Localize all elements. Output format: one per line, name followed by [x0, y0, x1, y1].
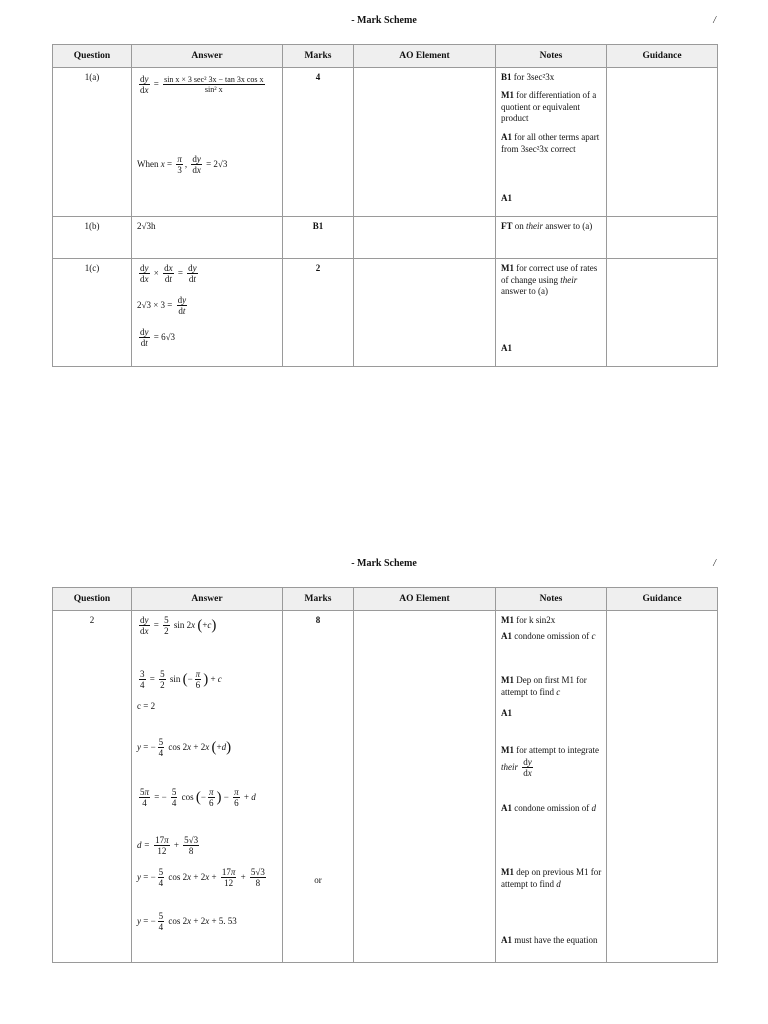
page-header-1 [52, 15, 716, 26]
col-notes: Notes [496, 45, 607, 68]
page-header-2 [52, 558, 716, 569]
guidance-cell [607, 259, 718, 367]
ao-element-cell [354, 611, 496, 963]
header-title: - Mark Scheme [351, 558, 417, 569]
notes-cell [496, 611, 607, 963]
table-header-row [53, 588, 718, 611]
note-a1: A1 [501, 343, 512, 353]
answer-cell [132, 68, 283, 217]
notes-cell: FT on their answer to (a) [496, 217, 607, 259]
col-notes: Notes [496, 588, 607, 611]
guidance-cell [607, 611, 718, 963]
question-cell: 2 [53, 611, 132, 963]
integrated-equation: y = − $\frac{5}{4}$ cos 2x + 2x (+d) [137, 737, 232, 759]
marks-or: or [314, 875, 322, 885]
note-a1-equation: A1 must have the equation [501, 935, 598, 945]
note-a1: A1 [501, 708, 512, 718]
final-equation-decimal: y = − $\frac{5}{4}$ cos 2x + 2x + 5. 53 [137, 911, 237, 933]
table-row [53, 68, 718, 217]
note-m1: M1 for k sin2x [501, 615, 556, 625]
header-page-mark: / [713, 15, 716, 26]
when-expression: When x = $\frac{\pi}{3}$ , $\frac{dy}{dx}$ = 2√3 [137, 154, 228, 176]
answer-cell: 2√3h [132, 217, 283, 259]
col-guidance: Guidance [607, 45, 718, 68]
notes-cell [496, 259, 607, 367]
question-cell: 1(c) [53, 259, 132, 367]
note-a1-d: A1 condone omission of d [501, 803, 596, 813]
note-b1: B1 for 3sec²3x [501, 72, 555, 82]
derivative-equation: $\frac{dy}{dx}$ = $\frac{5}{2}$ sin 2x (+c) [140, 615, 217, 637]
col-question: Question [53, 45, 132, 68]
chain-rule-expression: $\frac{dy}{dx}$ × $\frac{dx}{dt}$ = $\frac{dy}{dt}$ [140, 263, 197, 285]
note-m1-dep: M1 Dep on first M1 for attempt to find c [501, 675, 587, 697]
note-a1: A1 condone omission of c [501, 631, 596, 641]
table-row [53, 259, 718, 367]
col-marks: Marks [283, 45, 354, 68]
col-question: Question [53, 588, 132, 611]
d-value: d = $\frac{17\pi}{12}$ + $\frac{5√3}{8}$ [137, 835, 199, 857]
col-answer: Answer [132, 588, 283, 611]
note-a1: A1 for all other terms apart from 3sec²3x correct [501, 132, 600, 154]
derivative-expression: $\frac{dy}{dx}$ = $\frac{\text{sin x × 3 sec² 3x − tan 3x cos x}}{\text{sin² x}}$ [140, 74, 264, 96]
ao-element-cell [354, 217, 496, 259]
header-page-mark: / [713, 558, 716, 569]
guidance-cell [607, 68, 718, 217]
answer-cell [132, 259, 283, 367]
substitution-expression: 2√3 × 3 = $\frac{dy}{dt}$ [137, 295, 187, 317]
final-equation-exact: y = − $\frac{5}{4}$ cos 2x + 2x + $\frac{17\pi}{12}$ + $\frac{5√3}{8}$ [137, 867, 265, 889]
marks-cell [283, 611, 354, 963]
mark-scheme-table-2 [52, 587, 718, 963]
when-result: = 2√3 [206, 158, 228, 169]
quotient-denominator: sin² x [204, 85, 223, 95]
marks-value: 8 [315, 615, 321, 625]
col-guidance: Guidance [607, 588, 718, 611]
col-answer: Answer [132, 45, 283, 68]
col-ao-element: AO Element [354, 588, 496, 611]
question-cell: 1(a) [53, 68, 132, 217]
quotient-numerator: sin x × 3 sec² 3x − tan 3x cos x [164, 75, 264, 85]
col-ao-element: AO Element [354, 45, 496, 68]
notes-cell [496, 68, 607, 217]
note-m1: M1 for differentiation of a quotient or equivalent product [501, 90, 597, 124]
note-m1-find-d: M1 dep on previous M1 for attempt to find d [501, 867, 602, 889]
find-d-equation: $\frac{5\pi}{4}$ = − $\frac{5}{4}$ cos (− $\frac{\pi}{6}$ ) − $\frac{\pi}{6}$ + d [140, 787, 256, 809]
table-header-row [53, 45, 718, 68]
result-expression: $\frac{dy}{dt}$ = 6√3 [140, 327, 176, 349]
ao-element-cell [354, 68, 496, 217]
marks-cell: 2 [283, 259, 354, 367]
find-c-equation: $\frac{3}{4}$ = $\frac{5}{2}$ sin (− $\frac{\pi}{6}$ ) + c [140, 669, 222, 691]
note-a1-final: A1 [501, 193, 512, 203]
table-row [53, 611, 718, 963]
answer-cell [132, 611, 283, 963]
mark-scheme-table-1 [52, 44, 718, 367]
header-title: - Mark Scheme [351, 15, 417, 26]
c-value: c = 2 [137, 701, 156, 711]
guidance-cell [607, 217, 718, 259]
marks-cell: 4 [283, 68, 354, 217]
question-cell: 1(b) [53, 217, 132, 259]
note-m1: M1 for correct use of rates of change using their answer to (a) [501, 263, 598, 297]
when-label: When [137, 158, 159, 169]
ao-element-cell [354, 259, 496, 367]
note-m1-integrate: M1 for attempt to integrate their $\frac{dy}{dx}$ [501, 745, 599, 779]
col-marks: Marks [283, 588, 354, 611]
table-row [53, 217, 718, 259]
marks-cell: B1 [283, 217, 354, 259]
